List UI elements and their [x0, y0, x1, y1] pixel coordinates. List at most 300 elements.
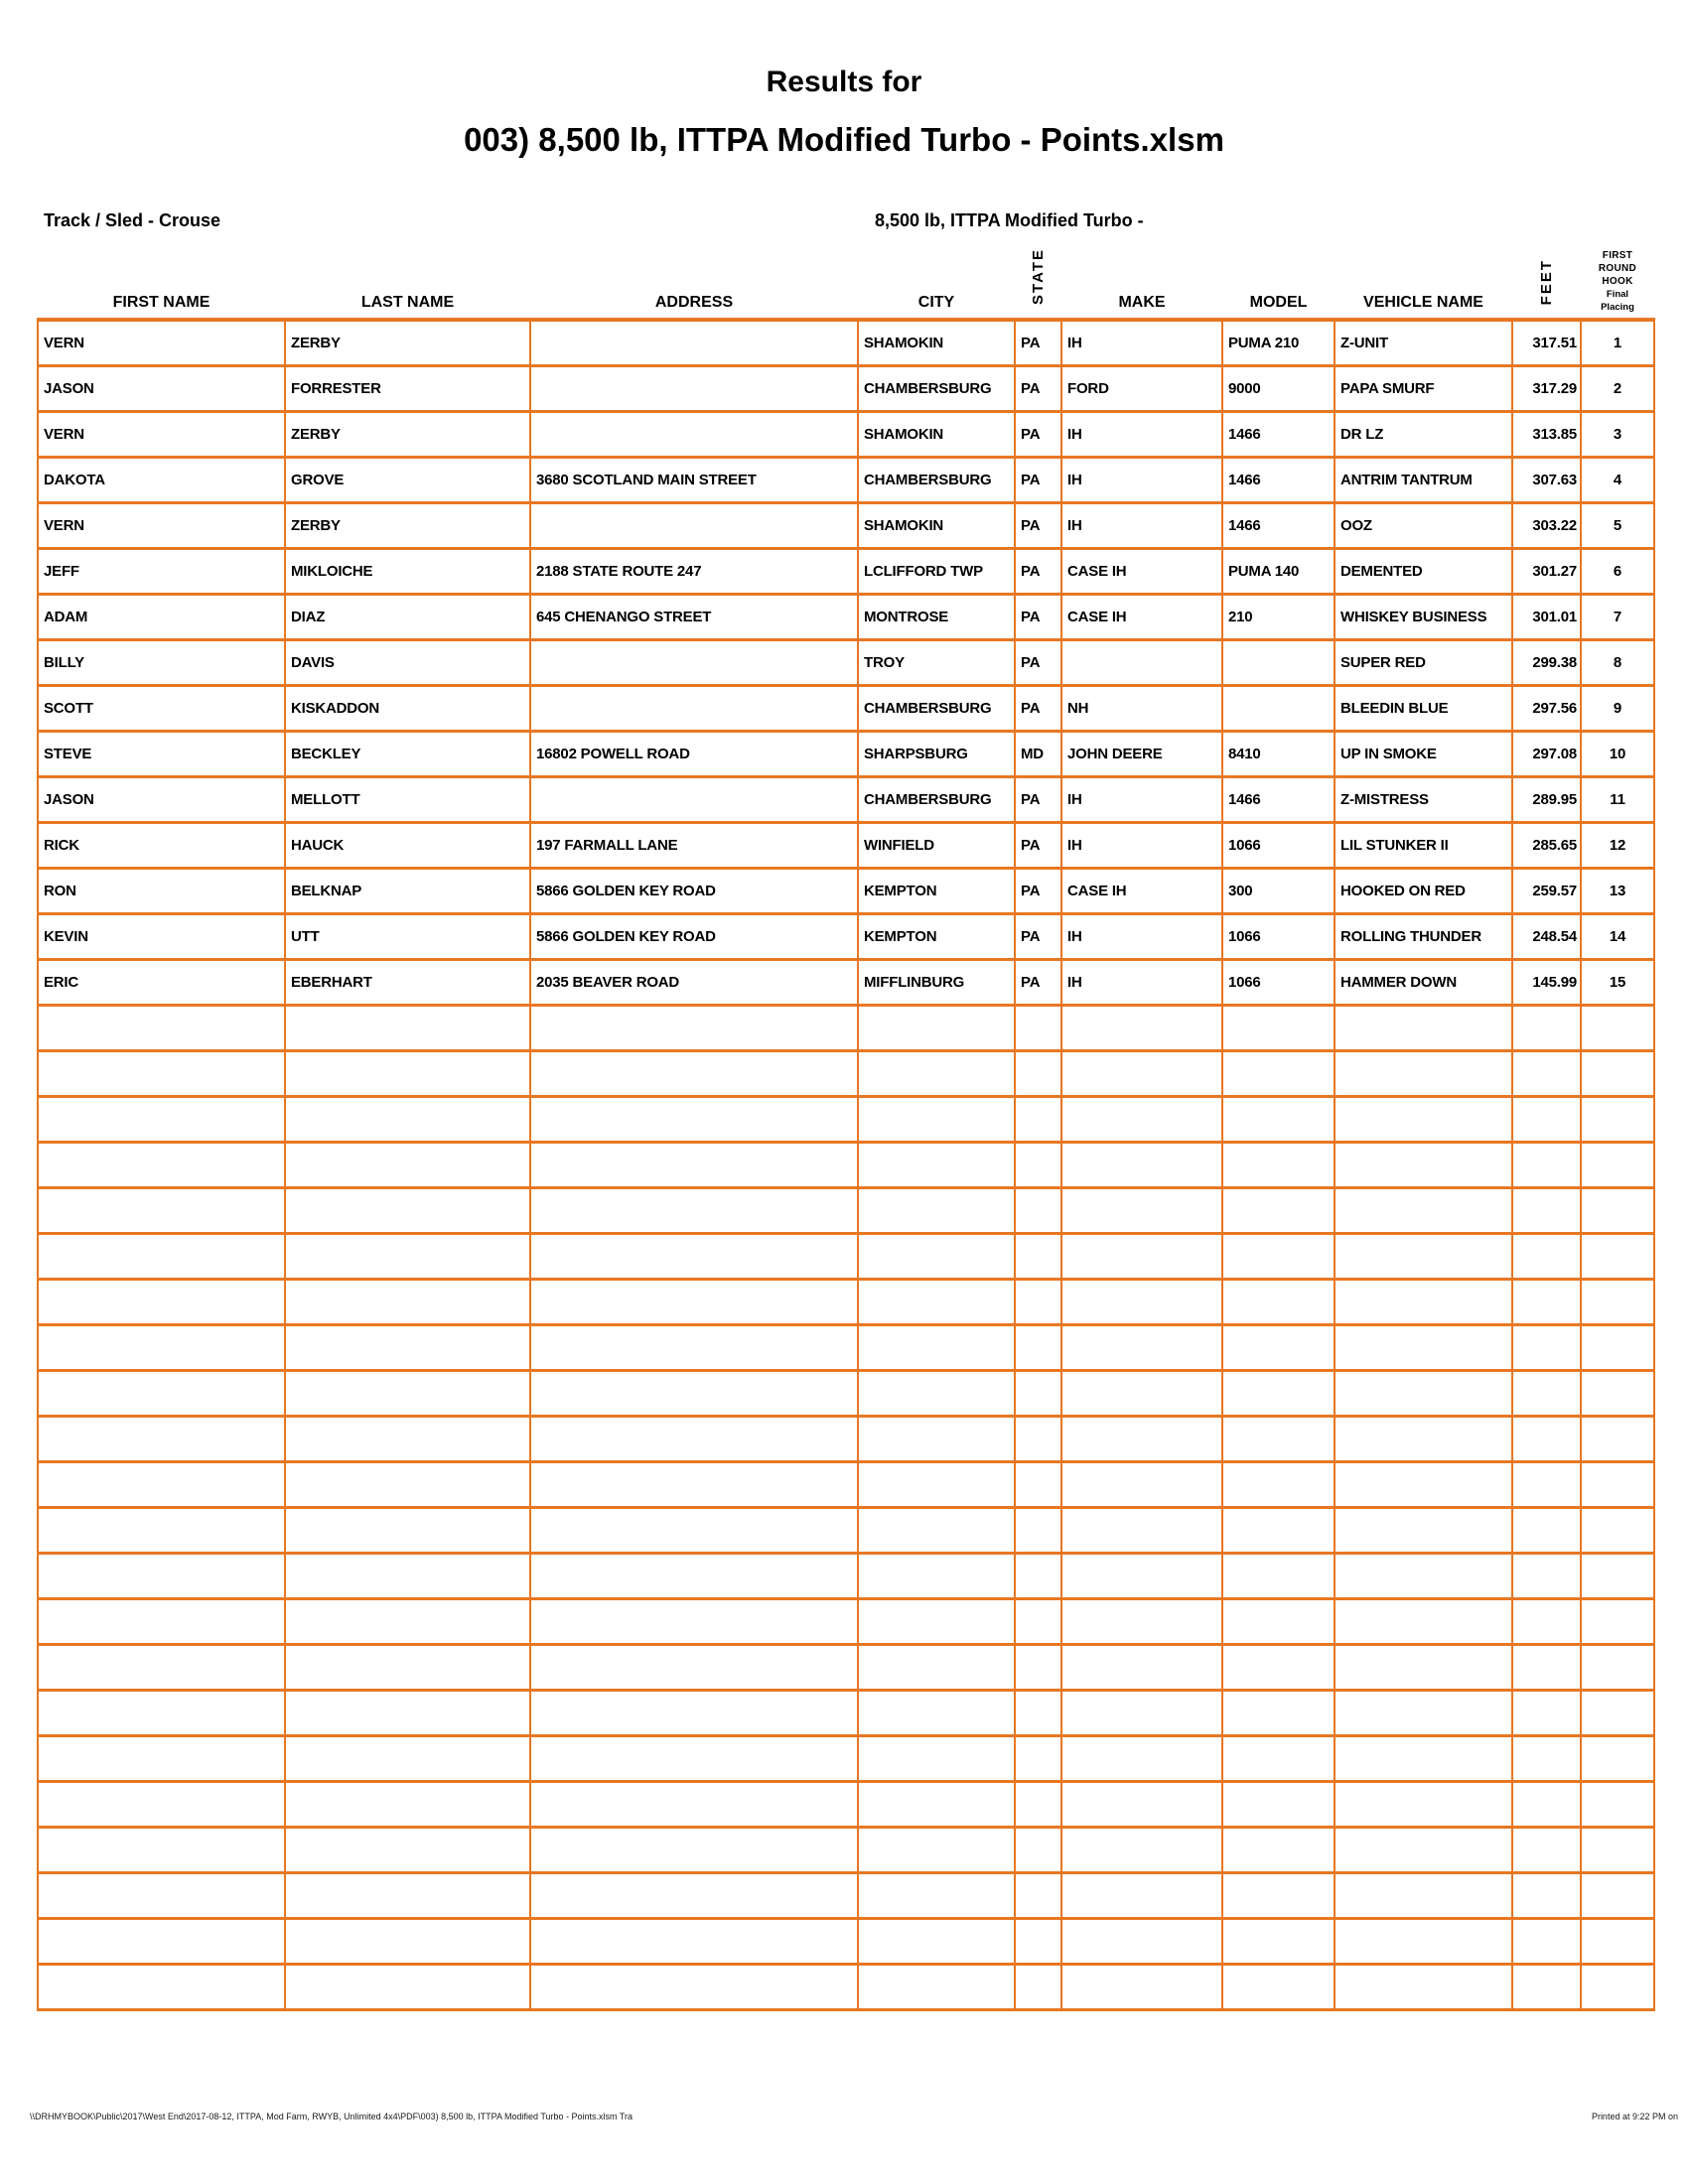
cell-feet: 299.38 — [1512, 639, 1581, 685]
cell-placing — [1581, 1142, 1654, 1187]
cell-last-name — [285, 1507, 530, 1553]
cell-make: IH — [1061, 320, 1222, 365]
cell-address: 3680 SCOTLAND MAIN STREET — [530, 457, 858, 502]
cell-state — [1015, 1050, 1061, 1096]
cell-feet — [1512, 1370, 1581, 1416]
column-header-line: Final — [1606, 289, 1629, 300]
empty-table-row — [38, 1187, 1654, 1233]
cell-feet — [1512, 1644, 1581, 1690]
cell-state: PA — [1015, 457, 1061, 502]
cell-make — [1061, 1781, 1222, 1827]
cell-city — [858, 1598, 1015, 1644]
cell-first-name — [38, 1964, 285, 2009]
cell-first-name — [38, 1050, 285, 1096]
cell-vehicle-name — [1335, 1553, 1512, 1598]
empty-table-row — [38, 1370, 1654, 1416]
cell-feet — [1512, 1416, 1581, 1461]
cell-address — [530, 1781, 858, 1827]
cell-first-name — [38, 1598, 285, 1644]
cell-feet — [1512, 1096, 1581, 1142]
cell-address — [530, 639, 858, 685]
cell-placing — [1581, 1507, 1654, 1553]
cell-last-name: EBERHART — [285, 959, 530, 1005]
cell-city — [858, 1461, 1015, 1507]
cell-vehicle-name — [1335, 1964, 1512, 2009]
cell-last-name — [285, 1324, 530, 1370]
cell-placing — [1581, 1598, 1654, 1644]
cell-address — [530, 1918, 858, 1964]
cell-placing — [1581, 1096, 1654, 1142]
cell-model — [1222, 685, 1335, 731]
cell-state — [1015, 1964, 1061, 2009]
cell-address — [530, 1598, 858, 1644]
cell-last-name — [285, 1781, 530, 1827]
cell-make — [1061, 1507, 1222, 1553]
empty-table-row — [38, 1735, 1654, 1781]
column-header-address: ADDRESS — [654, 294, 734, 311]
cell-last-name — [285, 1918, 530, 1964]
cell-first-name — [38, 1005, 285, 1050]
table-row — [38, 913, 1654, 959]
cell-feet: 248.54 — [1512, 913, 1581, 959]
cell-city: KEMPTON — [858, 913, 1015, 959]
cell-first-name: STEVE — [38, 731, 285, 776]
cell-address: 645 CHENANGO STREET — [530, 594, 858, 639]
cell-placing: 9 — [1581, 685, 1654, 731]
column-header-state — [1015, 236, 1061, 320]
cell-placing: 8 — [1581, 639, 1654, 685]
cell-make — [1061, 1553, 1222, 1598]
cell-address — [530, 1507, 858, 1553]
cell-first-name — [38, 1096, 285, 1142]
cell-state — [1015, 1553, 1061, 1598]
cell-last-name — [285, 1598, 530, 1644]
cell-model: 9000 — [1222, 365, 1335, 411]
cell-model — [1222, 1553, 1335, 1598]
cell-address — [530, 1461, 858, 1507]
cell-first-name — [38, 1735, 285, 1781]
cell-first-name — [38, 1690, 285, 1735]
cell-placing — [1581, 1690, 1654, 1735]
cell-make — [1061, 1964, 1222, 2009]
cell-vehicle-name: OOZ — [1335, 502, 1512, 548]
cell-make — [1061, 1461, 1222, 1507]
column-header-placing — [1581, 236, 1654, 320]
cell-feet — [1512, 1050, 1581, 1096]
cell-first-name: DAKOTA — [38, 457, 285, 502]
cell-model: 300 — [1222, 868, 1335, 913]
cell-last-name: FORRESTER — [285, 365, 530, 411]
cell-state: PA — [1015, 776, 1061, 822]
cell-state: PA — [1015, 548, 1061, 594]
cell-first-name — [38, 1553, 285, 1598]
cell-first-name — [38, 1872, 285, 1918]
cell-vehicle-name: HOOKED ON RED — [1335, 868, 1512, 913]
cell-placing — [1581, 1461, 1654, 1507]
cell-feet — [1512, 1461, 1581, 1507]
cell-last-name: KISKADDON — [285, 685, 530, 731]
cell-last-name — [285, 1233, 530, 1279]
cell-model — [1222, 1690, 1335, 1735]
column-header-line: HOOK — [1602, 276, 1633, 287]
cell-address — [530, 1233, 858, 1279]
cell-make — [1061, 1005, 1222, 1050]
cell-last-name: MIKLOICHE — [285, 548, 530, 594]
cell-model — [1222, 1324, 1335, 1370]
cell-placing — [1581, 1644, 1654, 1690]
table-row — [38, 320, 1654, 365]
empty-table-row — [38, 1507, 1654, 1553]
cell-feet: 307.63 — [1512, 457, 1581, 502]
cell-address — [530, 502, 858, 548]
cell-city — [858, 1096, 1015, 1142]
cell-vehicle-name — [1335, 1050, 1512, 1096]
cell-address — [530, 1279, 858, 1324]
cell-state — [1015, 1918, 1061, 1964]
cell-city: CHAMBERSBURG — [858, 776, 1015, 822]
cell-feet — [1512, 1827, 1581, 1872]
table-row — [38, 959, 1654, 1005]
cell-model — [1222, 1096, 1335, 1142]
cell-make — [1061, 1370, 1222, 1416]
cell-city: WINFIELD — [858, 822, 1015, 868]
cell-model — [1222, 1827, 1335, 1872]
empty-table-row — [38, 1050, 1654, 1096]
cell-last-name — [285, 1005, 530, 1050]
cell-first-name: RON — [38, 868, 285, 913]
column-header-line: ROUND — [1598, 263, 1637, 274]
cell-vehicle-name: DEMENTED — [1335, 548, 1512, 594]
cell-vehicle-name: Z-MISTRESS — [1335, 776, 1512, 822]
cell-last-name — [285, 1461, 530, 1507]
cell-first-name — [38, 1370, 285, 1416]
cell-address — [530, 1187, 858, 1233]
cell-feet: 285.65 — [1512, 822, 1581, 868]
cell-placing — [1581, 1918, 1654, 1964]
cell-make: IH — [1061, 502, 1222, 548]
column-header-city: CITY — [917, 294, 955, 311]
cell-state: PA — [1015, 822, 1061, 868]
cell-last-name: DIAZ — [285, 594, 530, 639]
cell-first-name: SCOTT — [38, 685, 285, 731]
cell-last-name: MELLOTT — [285, 776, 530, 822]
column-header-row — [38, 236, 1654, 320]
cell-city — [858, 1735, 1015, 1781]
table-row — [38, 822, 1654, 868]
cell-last-name: HAUCK — [285, 822, 530, 868]
cell-state — [1015, 1644, 1061, 1690]
column-header-model: MODEL — [1249, 294, 1308, 311]
cell-address — [530, 1370, 858, 1416]
report-title-line2: 003) 8,500 lb, ITTPA Modified Turbo - Points.xlsm — [464, 121, 1224, 158]
cell-first-name — [38, 1461, 285, 1507]
cell-state — [1015, 1461, 1061, 1507]
column-header-vehicle-name: VEHICLE NAME — [1363, 294, 1483, 311]
cell-make — [1061, 1279, 1222, 1324]
cell-make — [1061, 1416, 1222, 1461]
cell-placing: 1 — [1581, 320, 1654, 365]
cell-state: PA — [1015, 685, 1061, 731]
cell-feet — [1512, 1872, 1581, 1918]
cell-city — [858, 1233, 1015, 1279]
cell-last-name — [285, 1279, 530, 1324]
cell-placing — [1581, 1872, 1654, 1918]
cell-vehicle-name: WHISKEY BUSINESS — [1335, 594, 1512, 639]
cell-make: FORD — [1061, 365, 1222, 411]
cell-state — [1015, 1872, 1061, 1918]
cell-make — [1061, 1233, 1222, 1279]
cell-city — [858, 1553, 1015, 1598]
empty-table-row — [38, 1416, 1654, 1461]
cell-model: 1066 — [1222, 959, 1335, 1005]
cell-model — [1222, 1005, 1335, 1050]
cell-vehicle-name: HAMMER DOWN — [1335, 959, 1512, 1005]
cell-address — [530, 685, 858, 731]
cell-model — [1222, 1918, 1335, 1964]
cell-first-name — [38, 1142, 285, 1187]
cell-placing: 14 — [1581, 913, 1654, 959]
cell-first-name — [38, 1781, 285, 1827]
cell-placing — [1581, 1233, 1654, 1279]
cell-vehicle-name — [1335, 1690, 1512, 1735]
cell-make: IH — [1061, 776, 1222, 822]
cell-feet: 317.51 — [1512, 320, 1581, 365]
cell-placing — [1581, 1964, 1654, 2009]
cell-city — [858, 1050, 1015, 1096]
cell-placing — [1581, 1187, 1654, 1233]
empty-table-row — [38, 1872, 1654, 1918]
cell-state — [1015, 1781, 1061, 1827]
cell-model — [1222, 1964, 1335, 2009]
empty-table-row — [38, 1644, 1654, 1690]
cell-last-name — [285, 1690, 530, 1735]
cell-vehicle-name — [1335, 1416, 1512, 1461]
cell-last-name — [285, 1964, 530, 2009]
cell-vehicle-name: Z-UNIT — [1335, 320, 1512, 365]
table-row — [38, 502, 1654, 548]
cell-make: IH — [1061, 822, 1222, 868]
cell-feet — [1512, 1187, 1581, 1233]
cell-placing: 13 — [1581, 868, 1654, 913]
cell-address: 2035 BEAVER ROAD — [530, 959, 858, 1005]
cell-address — [530, 1416, 858, 1461]
cell-placing — [1581, 1324, 1654, 1370]
cell-make: JOHN DEERE — [1061, 731, 1222, 776]
cell-address — [530, 1690, 858, 1735]
table-row — [38, 776, 1654, 822]
table-row — [38, 639, 1654, 685]
cell-vehicle-name — [1335, 1735, 1512, 1781]
cell-placing: 4 — [1581, 457, 1654, 502]
cell-first-name: JEFF — [38, 548, 285, 594]
cell-state — [1015, 1324, 1061, 1370]
empty-table-row — [38, 1142, 1654, 1187]
table-row — [38, 457, 1654, 502]
cell-address: 16802 POWELL ROAD — [530, 731, 858, 776]
cell-last-name: ZERBY — [285, 320, 530, 365]
cell-last-name — [285, 1872, 530, 1918]
cell-city — [858, 1416, 1015, 1461]
cell-vehicle-name — [1335, 1370, 1512, 1416]
cell-model: 1466 — [1222, 776, 1335, 822]
cell-city: LCLIFFORD TWP — [858, 548, 1015, 594]
cell-model — [1222, 1735, 1335, 1781]
cell-first-name: JASON — [38, 776, 285, 822]
cell-make — [1061, 1735, 1222, 1781]
cell-vehicle-name — [1335, 1598, 1512, 1644]
cell-feet — [1512, 1735, 1581, 1781]
cell-model — [1222, 1872, 1335, 1918]
cell-feet — [1512, 1781, 1581, 1827]
cell-first-name: VERN — [38, 502, 285, 548]
cell-vehicle-name — [1335, 1827, 1512, 1872]
cell-state — [1015, 1598, 1061, 1644]
cell-city — [858, 1964, 1015, 2009]
cell-city — [858, 1781, 1015, 1827]
results-table — [37, 236, 1655, 2011]
cell-last-name — [285, 1187, 530, 1233]
cell-model — [1222, 1050, 1335, 1096]
cell-vehicle-name: PAPA SMURF — [1335, 365, 1512, 411]
cell-placing — [1581, 1416, 1654, 1461]
cell-placing — [1581, 1005, 1654, 1050]
cell-vehicle-name — [1335, 1142, 1512, 1187]
cell-model — [1222, 1781, 1335, 1827]
empty-table-row — [38, 1827, 1654, 1872]
cell-vehicle-name — [1335, 1918, 1512, 1964]
cell-state — [1015, 1370, 1061, 1416]
cell-feet — [1512, 1964, 1581, 2009]
cell-vehicle-name — [1335, 1507, 1512, 1553]
cell-model: 210 — [1222, 594, 1335, 639]
results-table-header — [38, 236, 1654, 320]
cell-feet — [1512, 1142, 1581, 1187]
report-title-line1: Results for — [766, 66, 922, 98]
cell-make: CASE IH — [1061, 868, 1222, 913]
cell-feet: 301.27 — [1512, 548, 1581, 594]
cell-city: SHAMOKIN — [858, 320, 1015, 365]
cell-feet — [1512, 1690, 1581, 1735]
cell-feet — [1512, 1553, 1581, 1598]
cell-make: IH — [1061, 457, 1222, 502]
empty-table-row — [38, 1279, 1654, 1324]
cell-first-name: BILLY — [38, 639, 285, 685]
cell-vehicle-name: DR LZ — [1335, 411, 1512, 457]
cell-state — [1015, 1187, 1061, 1233]
cell-state — [1015, 1005, 1061, 1050]
column-header-last-name: LAST NAME — [360, 294, 455, 311]
cell-make — [1061, 1096, 1222, 1142]
cell-state — [1015, 1142, 1061, 1187]
table-row — [38, 594, 1654, 639]
cell-state: PA — [1015, 594, 1061, 639]
cell-last-name — [285, 1142, 530, 1187]
cell-last-name: GROVE — [285, 457, 530, 502]
cell-feet: 301.01 — [1512, 594, 1581, 639]
cell-address — [530, 411, 858, 457]
class-label: 8,500 lb, ITTPA Modified Turbo - — [875, 210, 1144, 230]
cell-feet: 313.85 — [1512, 411, 1581, 457]
cell-last-name: BECKLEY — [285, 731, 530, 776]
footer-file-path: \\DRHMYBOOK\Public\2017\West End\2017-08-12, ITTPA, Mod Farm, RWYB, Unlimited 4x4\PDF\003) 8,500 lb, ITTPA Modified Turbo - Points.xlsm Tra — [30, 2112, 633, 2121]
empty-table-row — [38, 1233, 1654, 1279]
cell-feet — [1512, 1918, 1581, 1964]
cell-feet: 145.99 — [1512, 959, 1581, 1005]
cell-vehicle-name — [1335, 1005, 1512, 1050]
cell-state — [1015, 1827, 1061, 1872]
cell-vehicle-name — [1335, 1644, 1512, 1690]
cell-first-name: KEVIN — [38, 913, 285, 959]
cell-make — [1061, 1142, 1222, 1187]
cell-last-name: UTT — [285, 913, 530, 959]
cell-model — [1222, 1233, 1335, 1279]
cell-address: 5866 GOLDEN KEY ROAD — [530, 868, 858, 913]
cell-first-name: VERN — [38, 320, 285, 365]
cell-city — [858, 1005, 1015, 1050]
cell-vehicle-name — [1335, 1872, 1512, 1918]
cell-state — [1015, 1233, 1061, 1279]
cell-address: 197 FARMALL LANE — [530, 822, 858, 868]
cell-placing — [1581, 1735, 1654, 1781]
cell-state — [1015, 1735, 1061, 1781]
cell-state — [1015, 1507, 1061, 1553]
cell-address — [530, 1827, 858, 1872]
cell-state: PA — [1015, 868, 1061, 913]
state-rotated-label: STATE — [1030, 248, 1047, 305]
cell-placing: 2 — [1581, 365, 1654, 411]
cell-feet — [1512, 1507, 1581, 1553]
cell-make — [1061, 1644, 1222, 1690]
cell-city — [858, 1370, 1015, 1416]
cell-model: 8410 — [1222, 731, 1335, 776]
cell-placing: 15 — [1581, 959, 1654, 1005]
cell-address — [530, 776, 858, 822]
cell-first-name — [38, 1644, 285, 1690]
empty-table-row — [38, 1690, 1654, 1735]
cell-placing: 3 — [1581, 411, 1654, 457]
cell-placing: 7 — [1581, 594, 1654, 639]
cell-make — [1061, 1187, 1222, 1233]
cell-feet: 297.08 — [1512, 731, 1581, 776]
track-sled-label: Track / Sled - Crouse — [44, 210, 221, 230]
empty-table-row — [38, 1461, 1654, 1507]
cell-address — [530, 320, 858, 365]
cell-first-name: ERIC — [38, 959, 285, 1005]
cell-make: IH — [1061, 959, 1222, 1005]
cell-state: PA — [1015, 365, 1061, 411]
cell-first-name — [38, 1324, 285, 1370]
cell-vehicle-name — [1335, 1461, 1512, 1507]
cell-address — [530, 1050, 858, 1096]
cell-first-name — [38, 1187, 285, 1233]
cell-state: PA — [1015, 639, 1061, 685]
cell-model: 1466 — [1222, 502, 1335, 548]
cell-last-name: ZERBY — [285, 411, 530, 457]
cell-make — [1061, 1872, 1222, 1918]
cell-make: IH — [1061, 913, 1222, 959]
cell-city: SHAMOKIN — [858, 411, 1015, 457]
cell-model — [1222, 1416, 1335, 1461]
cell-city — [858, 1142, 1015, 1187]
empty-table-row — [38, 1964, 1654, 2009]
cell-address — [530, 1964, 858, 2009]
cell-city: CHAMBERSBURG — [858, 685, 1015, 731]
cell-state: PA — [1015, 959, 1061, 1005]
cell-first-name — [38, 1827, 285, 1872]
cell-first-name — [38, 1279, 285, 1324]
cell-first-name: JASON — [38, 365, 285, 411]
cell-placing: 11 — [1581, 776, 1654, 822]
